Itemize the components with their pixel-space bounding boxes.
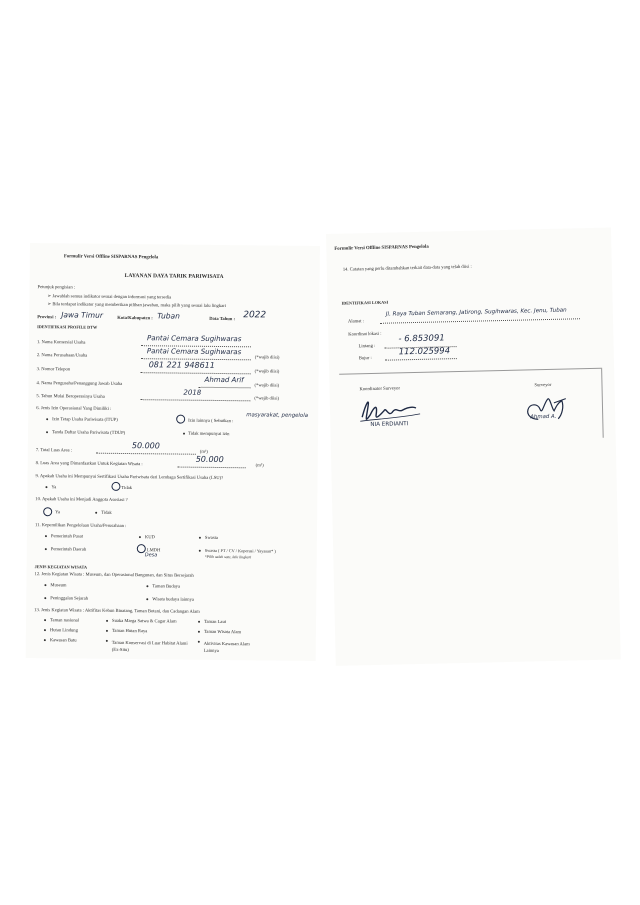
q10-option-tidak: Tidak	[101, 509, 112, 515]
q12-label: 12. Jenis Kegiatan Wisata : Museum, dan Operasional Bangunan, dan Situs Bersejarah	[34, 571, 194, 578]
q10-label: 10. Apakah Usaha ini Menjadi Anggota Asosiasi ?	[35, 496, 128, 503]
q11-label: 11. Kepemilikan Pengelolaan Usaha/Perusahaan :	[35, 522, 127, 529]
owner-swasta-pt: Swasta ( PT / CV / Koperasi / Yayasan* )	[204, 547, 276, 554]
q6-option-tdup: Tanda Daftar Usaha Pariwisata (TDUP)	[51, 429, 126, 436]
instruction-1: ➢ Jawablah semua indikator sesuai dengan informasi yang tersedia	[47, 293, 172, 300]
q1-label: 1. Nama Komersial Usaha	[36, 339, 86, 345]
q2-label: 2. Nama Perusahaan/Usaha	[36, 352, 88, 358]
form-header: Formulir Versi Offline SISPARNAS Pengelola	[334, 244, 429, 252]
q10-option-ya: Ya	[55, 509, 61, 515]
q12-museum: Museum	[50, 582, 67, 588]
q5-label: 5. Tahun Mulai Beroperasinya Usaha	[36, 393, 105, 399]
q9-option-tidak: Tidak	[121, 484, 133, 491]
koordinator-name: NIA ERDIANTI	[370, 421, 409, 429]
q1-answer: Pantai Cemara Sugihwaras	[146, 334, 242, 344]
q12-peninggalan: Peninggalan Sejarah	[50, 595, 88, 601]
section-lokasi: IDENTIFIKASI LOKASI	[341, 299, 389, 306]
q5-answer: 2018	[183, 388, 202, 397]
q7-answer: 50.000	[131, 441, 160, 451]
q13-taman-nasional: Taman nasional	[50, 617, 79, 623]
koordinat-label: Koordinat lokasi :	[348, 330, 382, 337]
q13-label: 13. Jenis Kegiatan Wisata : Aktifitas Kebun Binatang, Taman Botani, dan Cadangan Alam	[34, 607, 200, 614]
owner-swasta: Swasta	[204, 534, 218, 540]
q3-answer: 081 221 948611	[148, 360, 215, 370]
circled-answer	[176, 415, 185, 424]
owner-lmdh-note: Desa	[144, 552, 158, 559]
instruction-2: ➢ Bila terdapat indikator yang memberikan pilihan jawaban, maka pilih yang sesuai lalu lingkari	[47, 301, 227, 309]
q12-taman-budaya: Taman Budaya	[152, 583, 181, 589]
form-title: LAYANAN DAYA TARIK PARIWISATA	[124, 272, 224, 281]
owner-pusat: Pemerintah Pusat	[50, 533, 83, 539]
lintang-label: Lintang :	[358, 342, 376, 349]
owner-lmdh: LMDH	[146, 547, 161, 553]
provinsi-value: Jawa Timur	[61, 310, 104, 320]
q14-label: 14. Catatan yang perlu ditambahkan terkait data-data yang telah diisi :	[342, 263, 472, 272]
lintang-value: - 6.853091	[398, 333, 445, 345]
surveyor-name: Ahmad A.	[530, 413, 557, 421]
q7-label: 7. Total Luas Area :	[35, 447, 73, 453]
q8-unit: (m²)	[255, 462, 264, 468]
kota-value: Tuban	[157, 311, 180, 321]
q5-wajib: (*wajib diisi)	[254, 395, 280, 401]
circled-answer	[111, 482, 120, 491]
q6-option-none: Tidak mempunyai izin	[187, 430, 230, 437]
tahun-value: 2022	[243, 310, 267, 321]
circled-answer	[43, 507, 52, 516]
kota-label: Kota/Kabupaten :	[117, 314, 153, 321]
section-identifikasi: IDENTIFIKASI PROFILE DTW	[37, 324, 98, 330]
alamat-value: Jl. Raya Tuban Semarang, Jatirong, Sugihwaras, Kec. Jenu, Tuban	[385, 307, 567, 318]
koordinator-label: Koordinator Surveyor	[359, 385, 401, 392]
q13-alam-lain: Aktivitas Kawasan Alam Lainnya	[203, 640, 250, 654]
q4-label: 4. Nama Pengusaha/Penanggung Jawab Usaha	[36, 380, 123, 386]
q13-ex-situ: Taman Konservasi di Luar Habitat Alami (Ex-Situ)	[111, 639, 188, 653]
q13-suaka: Suaka Marga Satwa & Cagar Alam	[112, 617, 177, 624]
q13-taman-laut: Taman Laut	[204, 618, 227, 625]
q3-wajib: (*wajib diisi)	[254, 368, 280, 374]
q6-option-lainnya: Izin lainnya ( Sebutkan :	[188, 417, 234, 424]
form-page-1	[26, 243, 320, 661]
q6-option-itup: Izin Tetap Usaha Pariwisata (ITUP)	[52, 416, 118, 422]
q6-lainnya-value: masyarakat, pengelola	[246, 412, 309, 419]
q8-answer: 50.000	[195, 454, 224, 465]
q12-budaya-lain: Wisata budaya lainnya	[152, 596, 194, 602]
owner-daerah: Pemerintah Daerah	[50, 546, 87, 552]
alamat-label: Alamat :	[347, 318, 364, 324]
q9-option-ya: Ya	[51, 484, 57, 490]
q4-wajib: (*wajib diisi)	[254, 382, 280, 388]
q13-kawasan-batu: Kawasan Batu	[49, 637, 77, 643]
q2-wajib: (*wajib diisi)	[254, 354, 280, 360]
q3-label: 3. Nomor Telepon	[36, 366, 71, 372]
form-header: Formulir Versi Offline SISPARNAS Pengelola	[63, 254, 159, 261]
tahun-label: Data Tahun :	[209, 315, 236, 322]
instructions-heading: Petunjuk pengisian :	[37, 284, 76, 290]
q4-answer: Ahmad Arif	[204, 375, 244, 385]
q9-label: 9. Apakah Usaha ini Mempunyai Sertifikasi Usaha Pariwisata dari Lembaga Sertifikasi Usaha (LSU)?	[35, 473, 224, 481]
bujur-value: 112.025994	[398, 346, 451, 358]
form-page-2	[326, 228, 621, 666]
q2-answer: Pantai Cemara Sugihwaras	[146, 347, 242, 357]
bujur-label: Bujur :	[358, 354, 372, 361]
q7-unit: (m²)	[199, 448, 208, 454]
owner-swasta-note: *Pilih salah satu, lalu lingkari	[204, 554, 252, 560]
section-jenis: JENIS KEGIATAN WISATA	[34, 564, 88, 570]
surveyor-signature	[518, 388, 579, 427]
q13-twa: Taman Wisata Alam	[203, 628, 242, 635]
q13-hutan-lindung: Hutan Lindung	[49, 627, 78, 633]
surveyor-label: Surveyor	[534, 381, 552, 388]
q6-label: 6. Jenis Izin Operasional Yang Dimiliki :	[36, 405, 112, 411]
owner-kud: KUD	[144, 534, 155, 540]
q8-label: 8. Luas Area yang Dimanfaatkan Untuk Kegiatan Wisata :	[35, 460, 143, 467]
provinsi-label: Provinsi :	[37, 314, 57, 320]
q13-tahura: Taman Hutan Raya	[111, 627, 148, 634]
